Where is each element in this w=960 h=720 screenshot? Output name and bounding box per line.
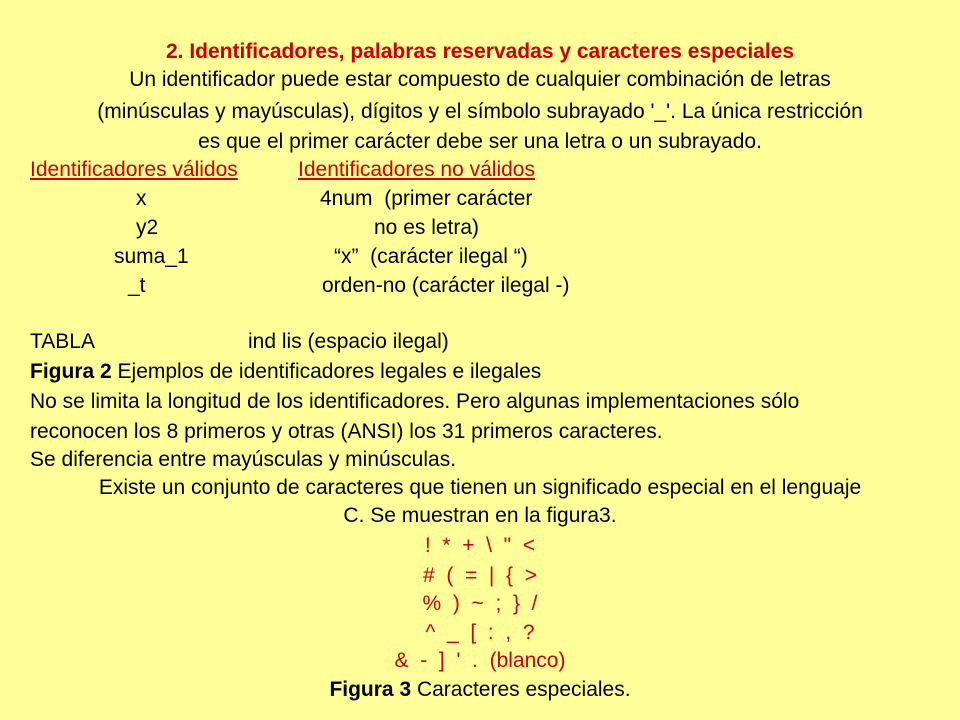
figure2-label: Figura 2 [30,360,112,383]
special-chars-row: % ) ~ ; } / [422,592,538,615]
special-intro-2: C. Se muestran en la figura3. [343,504,617,527]
tabla-invalid: ind lis (espacio ilegal) [248,330,449,353]
special-chars-row: ! * + \ " < [424,534,536,557]
valid-identifier: y2 [136,216,159,239]
valid-header: Identificadores válidos [30,158,238,181]
special-chars-row: # ( = | { > [422,564,537,587]
intro-line-1: Un identificador puede estar compuesto de cualquier combinación de letras [129,68,831,91]
invalid-identifier: orden-no (carácter ilegal -) [322,274,570,297]
title: 2. Identificadores, palabras reservadas y caracteres especiales [165,40,795,63]
intro-line-3: es que el primer carácter debe ser una letra o un subrayado. [198,130,762,153]
tabla-label: TABLA [30,330,95,353]
figure2-caption [30,358,541,386]
valid-identifier: x [136,187,147,210]
special-chars-row: & - ] ' . (blanco) [394,649,566,672]
special-intro-1: Existe un conjunto de caracteres que tienen un significado especial en el lenguaje [98,476,862,499]
note-line-2: reconocen los 8 primeros y otras (ANSI) los 31 primeros caracteres. [30,420,663,443]
invalid-identifier: 4num (primer carácter [320,187,533,210]
valid-identifier: _t [128,274,146,297]
note-line-3: Se diferencia entre mayúsculas y minúsculas. [30,448,457,471]
invalid-header: Identificadores no válidos [298,158,535,181]
valid-identifier: suma_1 [114,245,189,268]
figure3-text: Caracteres especiales. [411,678,631,701]
figure3-label: Figura 3 [329,678,412,701]
invalid-identifier: no es letra) [374,216,480,239]
note-line-1: No se limita la longitud de los identificadores. Pero algunas implementaciones sólo [30,390,800,413]
figure3-caption [0,676,960,704]
intro-line-2: (minúsculas y mayúsculas), dígitos y el símbolo subrayado '_'. La única restricción [97,100,863,123]
figure2-text: Ejemplos de identificadores legales e ilegales [111,360,542,383]
special-chars-row: ^ _ [ : , ? [425,621,535,644]
invalid-identifier: “x” (carácter ilegal “) [334,245,528,268]
